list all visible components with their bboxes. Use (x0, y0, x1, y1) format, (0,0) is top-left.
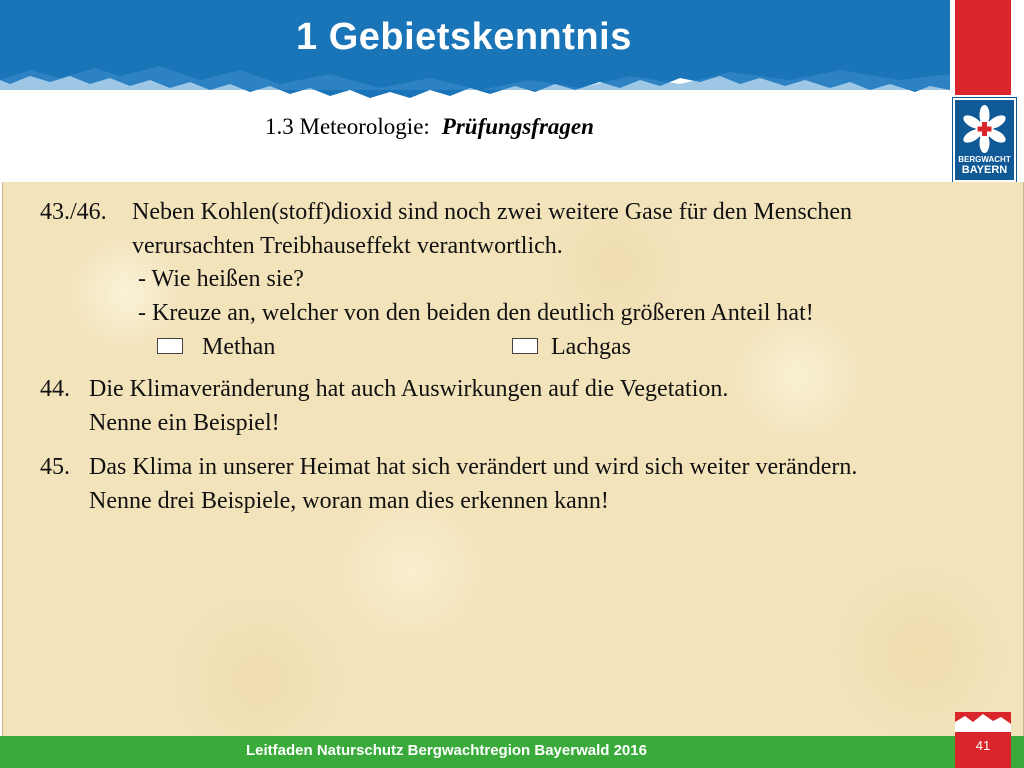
option-lachgas-label: Lachgas (551, 334, 631, 360)
edelweiss-icon (955, 102, 1014, 158)
methan-checkbox[interactable] (157, 338, 183, 354)
lachgas-checkbox[interactable] (512, 338, 538, 354)
question-43-line4: - Kreuze an, welcher von den beiden den deutlich größeren Anteil hat! (138, 300, 814, 326)
logo-line1: BERGWACHT (958, 155, 1011, 164)
section-subtitle (265, 114, 594, 140)
bergwacht-logo (953, 98, 1016, 182)
footer-text: Leitfaden Naturschutz Bergwachtregion Bayerwald 2016 (246, 742, 647, 759)
question-43-line2: verursachten Treibhauseffekt verantwortlich. (132, 233, 563, 259)
mountain-icon (955, 712, 1011, 732)
page-number: 41 (975, 738, 991, 753)
question-45-line1: Das Klima in unserer Heimat hat sich verändert und wird sich weiter verändern. (89, 454, 858, 480)
question-44-line2: Nenne ein Beispiel! (89, 410, 280, 436)
page-title: 1 Gebietskenntnis (296, 16, 632, 58)
question-45-line2: Nenne drei Beispiele, woran man dies erkennen kann! (89, 488, 609, 514)
question-43-line1: Neben Kohlen(stoff)dioxid sind noch zwei weitere Gase für den Menschen (132, 199, 852, 225)
subtitle-prefix: 1.3 Meteorologie: (265, 114, 430, 139)
question-45-number: 45. (40, 454, 70, 480)
option-methan-label: Methan (202, 334, 276, 360)
question-44-line1: Die Klimaveränderung hat auch Auswirkungen auf die Vegetation. (89, 376, 729, 402)
question-44-number: 44. (40, 376, 70, 402)
question-43-line3: - Wie heißen sie? (138, 266, 304, 292)
logo-line2: BAYERN (961, 164, 1008, 176)
question-43-number: 43./46. (40, 199, 107, 225)
subtitle-emphasis: Prüfungsfragen (441, 114, 594, 139)
